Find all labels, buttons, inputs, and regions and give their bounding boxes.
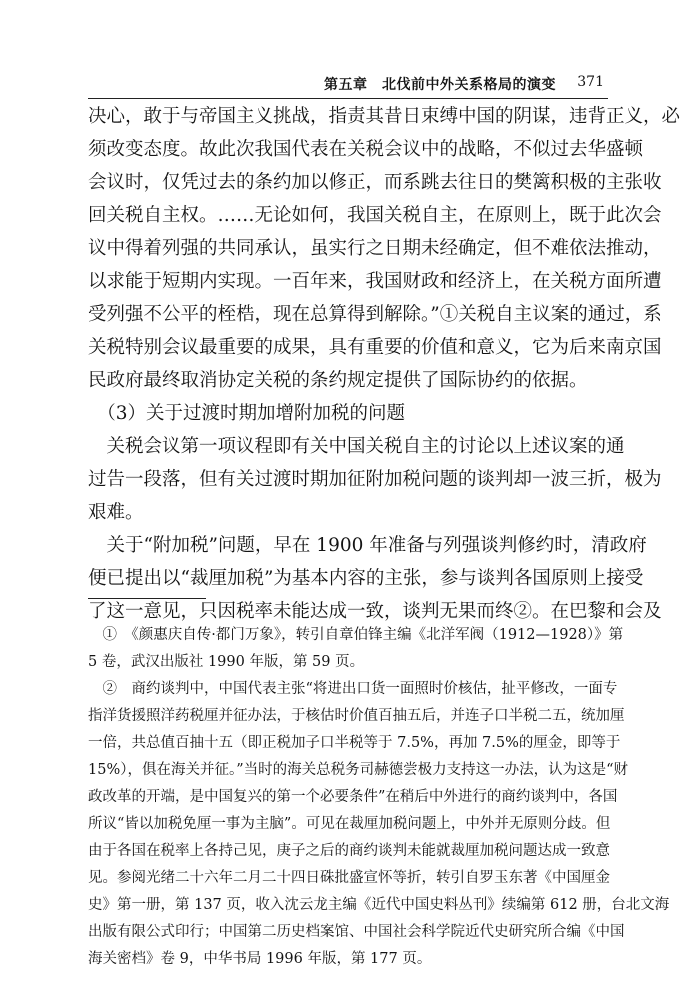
body-line: 民政府最终取消协定关税的条约规定提供了国际协约的依据。 xyxy=(88,370,588,391)
body-line: 艰难。 xyxy=(88,502,144,523)
body-line: 须改变态度。故此次我国代表在关税会议中的战略，不似过去华盛顿 xyxy=(88,139,644,160)
footnote-line: 史》第一册，第 137 页，收入沈云龙主编《近代中国史料丛刊》续编第 612 册，台北文海 xyxy=(88,897,670,913)
footnote-line: 5 卷，武汉出版社 1990 年版，第 59 页。 xyxy=(88,654,365,670)
footnote-line: 出版有限公式印行；中国第二历史档案馆、中国社会科学院近代史研究所合编《中国 xyxy=(88,924,625,940)
body-line: 会议时，仅凭过去的条约加以修正，而系跳去往日的樊篱积极的主张收 xyxy=(88,172,662,193)
footnote-line: ② 商约谈判中，中国代表主张“将进出口货一面照时价核估，扯平修改，一面专 xyxy=(88,681,618,697)
body-line: 决心，敢于与帝国主义挑战，指责其昔日束缚中国的阴谋，违背正义，必 xyxy=(88,106,680,127)
chapter-title: 第五章 北伐前中外关系格局的演变 xyxy=(324,77,556,93)
footnote-line: 指洋货援照洋药税厘并征办法，于核估时价值百抽五后，并连子口半税二五，统加厘 xyxy=(88,708,625,724)
footnote-line: 15%），俱在海关并征。”当时的海关总税务司赫德尝极力支持这一办法，认为这是“财 xyxy=(88,762,629,778)
body-line: 了这一意见，只因税率未能达成一致，谈判无果而终②。在巴黎和会及 xyxy=(88,601,662,622)
footnote-divider xyxy=(88,598,206,599)
page-number: 371 xyxy=(577,74,604,90)
footnote-line: 政改革的开端，是中国复兴的第一个必要条件”在稍后中外进行的商约谈判中，各国 xyxy=(88,789,618,805)
footnote-line: ① 《颜惠庆自传·都门万象》，转引自章伯锋主编《北洋军阀（1912—1928）》第 xyxy=(88,627,624,643)
body-line: 受列强不公平的桎梏，现在总算得到解除。”①关税自主议案的通过，系 xyxy=(88,304,662,325)
body-line: 关于“附加税”问题，早在 1900 年准备与列强谈判修约时，清政府 xyxy=(88,535,647,556)
footnotes xyxy=(88,622,670,973)
footnote-line: 由于各国在税率上各持己见，庚子之后的商约谈判未能就裁厘加税问题达成一致意 xyxy=(88,843,610,859)
body-line: 便已提出以“裁厘加税”为基本内容的主张，参与谈判各国原则上接受 xyxy=(88,568,644,589)
body-text xyxy=(88,100,680,628)
footnote-line: 一倍，共总值百抽十五（即正税加子口半税等于 7.5%，再加 7.5%的厘金，即等于 xyxy=(88,735,621,751)
footnote-line: 所议“皆以加税免厘一事为主脑”。可见在裁厘加税问题上，中外并无原则分歧。但 xyxy=(88,816,611,832)
body-line: 议中得着列强的共同承认，虽实行之日期未经确定，但不难依法推动， xyxy=(88,238,662,259)
running-header xyxy=(88,74,608,99)
body-line: 回关税自主权。……无论如何，我国关税自主，在原则上，既于此次会 xyxy=(88,205,662,226)
footnote-line: 见。参阅光绪二十六年二月二十四日硃批盛宣怀等折，转引自罗玉东著《中国厘金 xyxy=(88,870,610,886)
footnote-line: 海关密档》卷 9，中华书局 1996 年版，第 177 页。 xyxy=(88,951,432,967)
body-line: 过告一段落，但有关过渡时期加征附加税问题的谈判却一波三折，极为 xyxy=(88,469,662,490)
section-heading: （3）关于过渡时期加增附加税的问题 xyxy=(88,403,406,424)
body-line: 关税会议第一项议程即有关中国关税自主的讨论以上述议案的通 xyxy=(88,436,625,457)
body-line: 关税特别会议最重要的成果，具有重要的价值和意义，它为后来南京国 xyxy=(88,337,662,358)
body-line: 以求能于短期内实现。一百年来，我国财政和经济上，在关税方面所遭 xyxy=(88,271,662,292)
